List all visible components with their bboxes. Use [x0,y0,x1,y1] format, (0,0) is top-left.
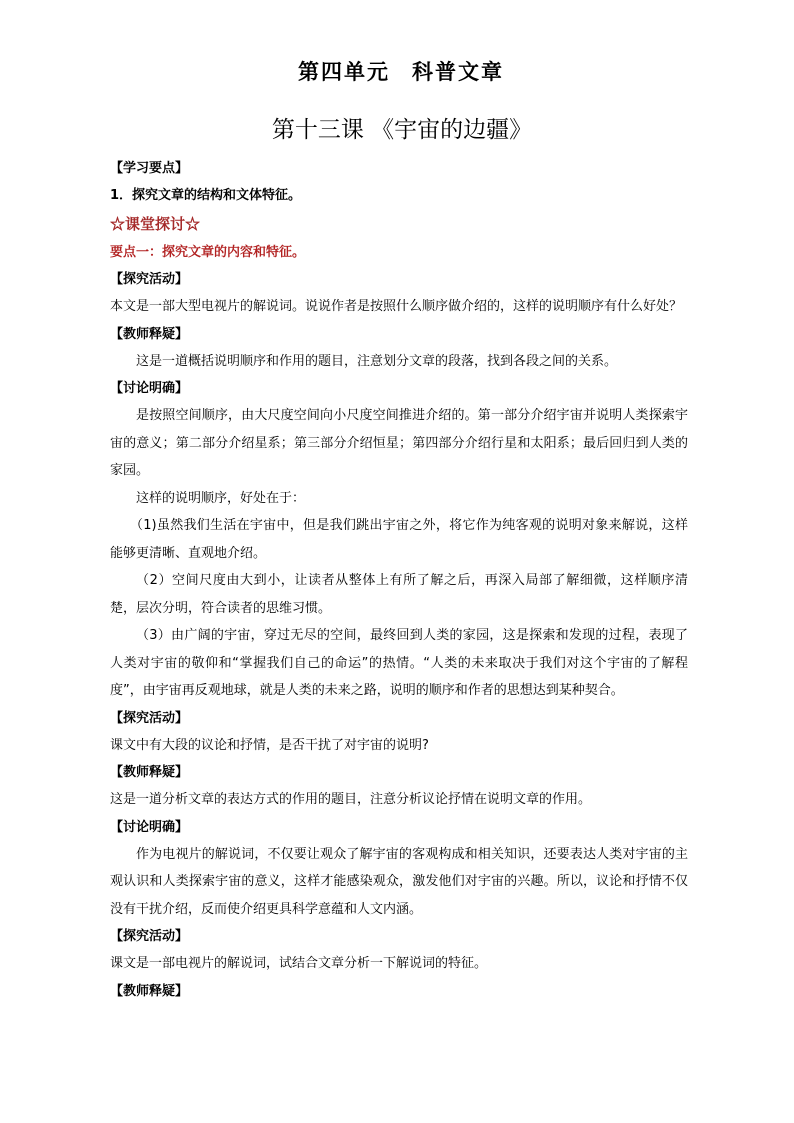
section-text: （1)虽然我们生活在宇宙中，但是我们跳出宇宙之外，将它作为纯客观的说明对象来解说，这样能够更清晰、直观地介绍。 [110,518,688,561]
document-page [110,56,688,1005]
section-heading: 【探究活动】 [110,272,189,287]
section-heading: 【教师释疑】 [110,326,189,342]
key-point-heading: 要点一：探究文章的内容和特征。 [110,245,306,260]
section-text: 课文是一部电视片的解说词，试结合文章分析一下解说词的特征。 [110,956,488,971]
section-heading: 【教师释疑】 [110,983,189,999]
section-text: 这是一道概括说明顺序和作用的题目，注意划分文章的段落，找到各段之间的关系。 [136,353,618,369]
section-text: 这样的说明顺序，好处在于： [136,490,306,506]
section-text: 是按照空间顺序，由大尺度空间向小尺度空间推进介绍的。第一部分介绍宇宙并说明人类探索宇宙的意义；第二部分介绍星系；第三部分介绍恒星；第四部分介绍行星和太阳系；最后回归到人类的家园。 [110,408,688,478]
section-heading: 【讨论明确】 [110,381,189,396]
section-text: （3）由广阔的宇宙，穿过无尽的空间，最终回到人类的家园，这是探索和发现的过程，表现了人类对宇宙的敬仰和“掌握我们自己的命运”的热情。“人类的未来取决于我们对这个宇宙的了解程度”，由宇宙再反观地球，就是人类的未来之路，说明的顺序和作者的思想达到某种契合。 [110,628,688,698]
unit-title [114,56,688,88]
section-heading: 【探究活动】 [110,929,189,944]
learning-points-heading: 【学习要点】 [110,161,189,176]
unit-number: 第四单元 [298,59,390,84]
section-heading: 【讨论明确】 [110,819,189,835]
unit-name: 科普文章 [412,59,504,84]
section-text: 课文中有大段的议论和抒情，是否干扰了对宇宙的说明? [110,737,429,753]
discussion-title: ☆课堂探讨☆ [110,215,201,233]
section-text: （2）空间尺度由大到小，让读者从整体上有所了解之后，再深入局部了解细微，这样顺序清楚，层次分明，符合读者的思维习惯。 [110,573,688,616]
learning-point-item: 1．探究文章的结构和文体特征。 [110,188,302,203]
section-heading: 【教师释疑】 [110,765,189,780]
lesson-title: 第十三课 《宇宙的边疆》 [271,117,533,143]
section-heading: 【探究活动】 [110,710,189,726]
section-text: 作为电视片的解说词，不仅要让观众了解宇宙的客观构成和相关知识，还要表达人类对宇宙的主观认识和人类探索宇宙的意义，这样才能感染观众，激发他们对宇宙的兴趣。所以，议论和抒情不仅没有干扰介绍，反而使介绍更具科学意蕴和人文内涵。 [110,846,688,917]
section-text: 这是一道分析文章的表达方式的作用的题目，注意分析议论抒情在说明文章的作用。 [110,792,592,807]
section-text: 本文是一部大型电视片的解说词。说说作者是按照什么顺序做介绍的，这样的说明顺序有什么好处？ [110,299,683,314]
